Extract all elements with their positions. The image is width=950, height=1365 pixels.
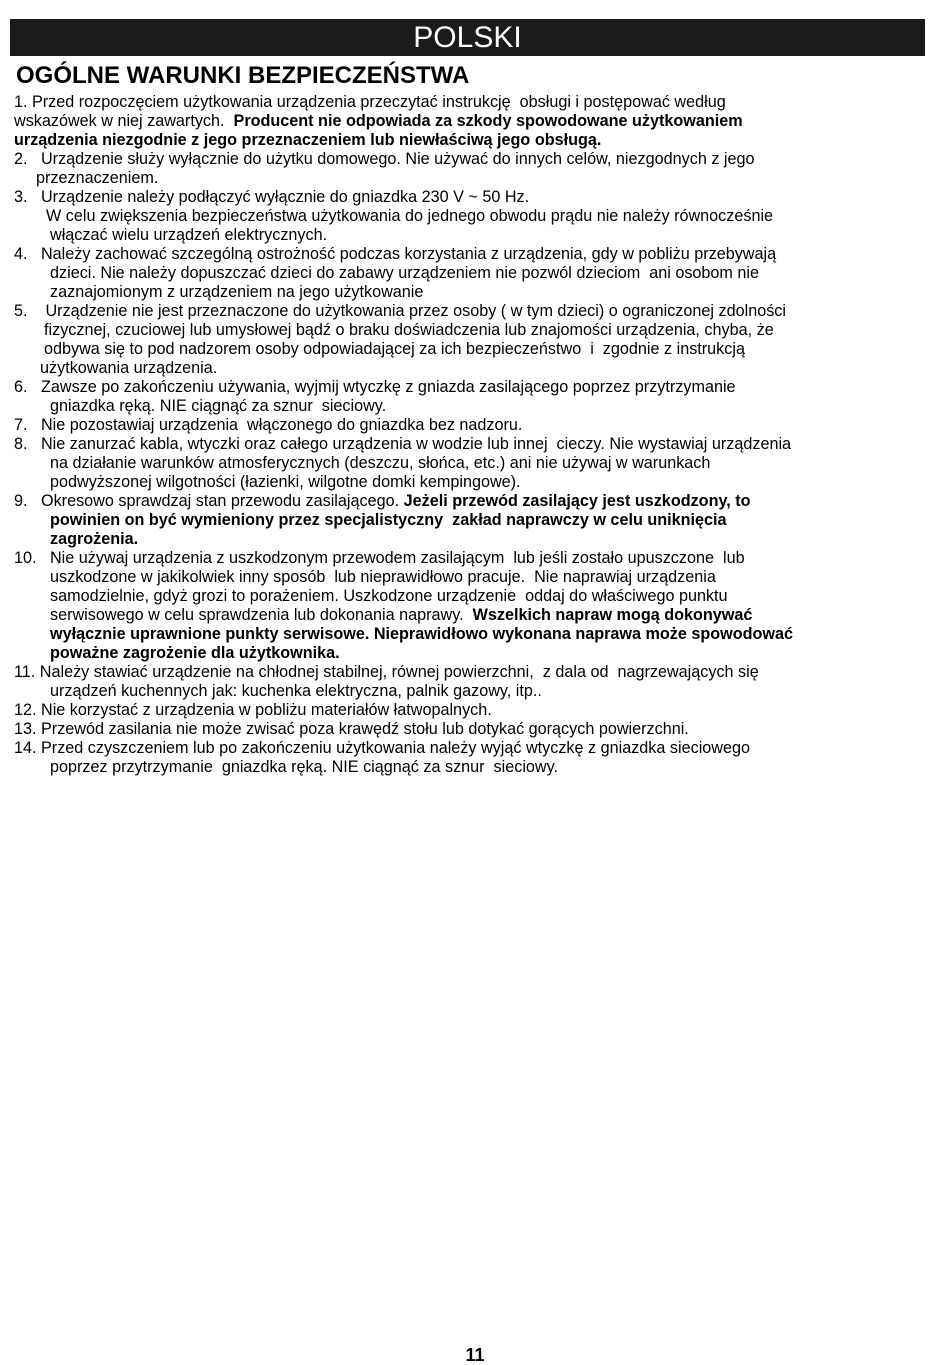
instruction-line: [14, 169, 929, 188]
bold-text: powinien on być wymieniony przez specjalistyczny zakład naprawczy w celu uniknięcia: [50, 511, 727, 529]
text: 5. Urządzenie nie jest przeznaczone do użytkowania przez osoby ( w tym dzieci) o ograniczonej zdolności: [14, 302, 786, 320]
section-title: OGÓLNE WARUNKI BEZPIECZEŃSTWA: [16, 62, 470, 89]
instruction-line: [14, 435, 929, 454]
text: 12. Nie korzystać z urządzenia w pobliżu materiałów łatwopalnych.: [14, 701, 492, 719]
text: 8. Nie zanurzać kabla, wtyczki oraz całego urządzenia w wodzie lub innej cieczy. Nie wystawiaj urządzenia: [14, 435, 792, 453]
instruction-line: [14, 473, 929, 492]
language-header-banner: [10, 19, 925, 56]
text: przeznaczeniem.: [36, 169, 159, 187]
text: 1. Przed rozpoczęciem użytkowania urządzenia przeczytać instrukcję obsługi i postępować według: [14, 93, 726, 111]
instruction-line: [14, 93, 929, 112]
safety-instructions-body: [14, 93, 929, 777]
instruction-line: [14, 226, 929, 245]
instruction-line: [14, 587, 929, 606]
text: zaznajomionym z urządzeniem na jego użytkowanie: [50, 283, 424, 301]
instruction-line: [14, 720, 929, 739]
text: wskazówek w niej zawartych.: [14, 112, 234, 130]
instruction-line: [14, 625, 929, 644]
text: uszkodzone w jakikolwiek inny sposób lub nieprawidłowo pracuje. Nie naprawiaj urządzenia: [50, 568, 716, 586]
text: 9. Okresowo sprawdzaj stan przewodu zasilającego.: [14, 492, 404, 510]
text: na działanie warunków atmosferycznych (deszczu, słońca, etc.) ani nie używaj w warunkach: [50, 454, 711, 472]
bold-text: zagrożenia.: [50, 530, 139, 548]
instruction-line: [14, 359, 929, 378]
text: 14. Przed czyszczeniem lub po zakończeniu użytkowania należy wyjąć wtyczkę z gniazdka sieciowego: [14, 739, 750, 757]
text: 2. Urządzenie służy wyłącznie do użytku domowego. Nie używać do innych celów, niezgodnych z jego: [14, 150, 755, 168]
text: dzieci. Nie należy dopuszczać dzieci do zabawy urządzeniem nie pozwól dzieciom ani osobom nie: [50, 264, 760, 282]
bold-text: wyłącznie uprawnione punkty serwisowe. Nieprawidłowo wykonana naprawa może spowodować: [50, 625, 793, 643]
text: 10. Nie używaj urządzenia z uszkodzonym przewodem zasilającym lub jeśli zostało upuszczone lub: [14, 549, 745, 567]
instruction-line: [14, 188, 929, 207]
bold-text: Jeżeli przewód zasilający jest uszkodzony, to: [403, 492, 751, 510]
text: urządzeń kuchennych jak: kuchenka elektryczna, palnik gazowy, itp..: [50, 682, 542, 700]
instruction-line: [14, 131, 929, 150]
text: W celu zwiększenia bezpieczeństwa użytkowania do jednego obwodu prądu nie należy równocześnie: [46, 207, 774, 225]
instruction-line: [14, 644, 929, 663]
instruction-line: [14, 739, 929, 758]
instruction-line: [14, 701, 929, 720]
text: 4. Należy zachować szczególną ostrożność podczas korzystania z urządzenia, gdy w pobliżu przebywają: [14, 245, 777, 263]
instruction-line: [14, 758, 929, 777]
page-number: 11: [465, 1345, 485, 1365]
text: użytkowania urządzenia.: [40, 359, 218, 377]
instruction-line: [14, 416, 929, 435]
instruction-line: [14, 492, 929, 511]
instruction-line: [14, 606, 929, 625]
instruction-line: [14, 663, 929, 682]
instruction-line: [14, 397, 929, 416]
bold-text: poważne zagrożenie dla użytkownika.: [50, 644, 340, 662]
instruction-line: [14, 454, 929, 473]
text: serwisowego w celu sprawdzenia lub dokonania naprawy.: [50, 606, 473, 624]
instruction-line: [14, 207, 929, 226]
instruction-line: [14, 530, 929, 549]
instruction-line: [14, 264, 929, 283]
instruction-line: [14, 340, 929, 359]
text: podwyższonej wilgotności (łazienki, wilgotne domki kempingowe).: [50, 473, 521, 491]
bold-text: Wszelkich napraw mogą dokonywać: [472, 606, 753, 624]
instruction-line: [14, 511, 929, 530]
text: samodzielnie, gdyż grozi to porażeniem. Uszkodzone urządzenie oddaj do właściwego punktu: [50, 587, 728, 605]
instruction-line: [14, 682, 929, 701]
text: odbywa się to pod nadzorem osoby odpowiadającej za ich bezpieczeństwo i zgodnie z instrukcją: [44, 340, 745, 358]
text: 3. Urządzenie należy podłączyć wyłącznie do gniazdka 230 V ~ 50 Hz.: [14, 188, 530, 206]
text: fizycznej, czuciowej lub umysłowej bądź o braku doświadczenia lub znajomości urządzenia, chyba, że: [44, 321, 774, 339]
instruction-line: [14, 321, 929, 340]
instruction-line: [14, 302, 929, 321]
bold-text: urządzenia niezgodnie z jego przeznaczeniem lub niewłaściwą jego obsługą.: [14, 131, 602, 149]
instruction-line: [14, 549, 929, 568]
instruction-line: [14, 150, 929, 169]
text: 11. Należy stawiać urządzenie na chłodnej stabilnej, równej powierzchni, z dala od nagrzewających się: [14, 663, 759, 681]
bold-text: Producent nie odpowiada za szkody spowodowane użytkowaniem: [233, 112, 743, 130]
text: włączać wielu urządzeń elektrycznych.: [50, 226, 328, 244]
text: 13. Przewód zasilania nie może zwisać poza krawędź stołu lub dotykać gorących powierzchni.: [14, 720, 689, 738]
instruction-line: [14, 112, 929, 131]
instruction-line: [14, 245, 929, 264]
instruction-line: [14, 568, 929, 587]
language-label: POLSKI: [413, 21, 522, 54]
text: gniazdka ręką. NIE ciągnąć za sznur sieciowy.: [50, 397, 387, 415]
text: 7. Nie pozostawiaj urządzenia włączonego do gniazdka bez nadzoru.: [14, 416, 523, 434]
instruction-line: [14, 283, 929, 302]
instruction-line: [14, 378, 929, 397]
text: poprzez przytrzymanie gniazdka ręką. NIE ciągnąć za sznur sieciowy.: [50, 758, 559, 776]
text: 6. Zawsze po zakończeniu używania, wyjmij wtyczkę z gniazda zasilającego poprzez przytrzymanie: [14, 378, 736, 396]
